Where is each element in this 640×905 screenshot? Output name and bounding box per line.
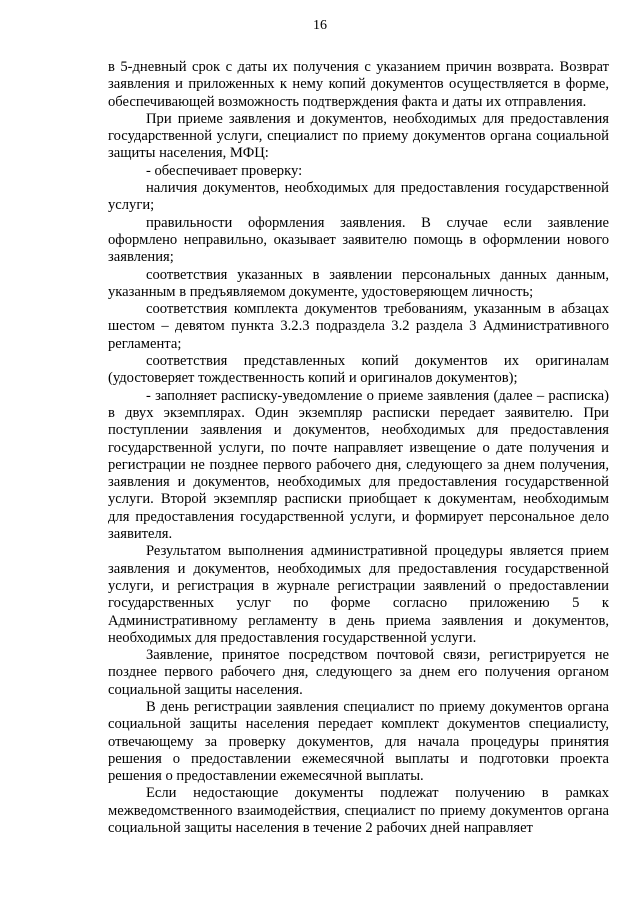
page-number: 16 (313, 18, 327, 33)
paragraph: Результатом выполнения административной процедуры является прием заявления и документов, необходимых для предоставления государственной услуги, и регистрация в журнале регистрации заявлений о предоставлении государственных услуг по форме согласно приложению 5 к Административному регламенту в день приема заявления и документов, необходимых для предоставления государственной услуги. (108, 543, 609, 646)
paragraph: - обеспечивает проверку: (146, 162, 303, 179)
paragraph: правильности оформления заявления. В случае если заявление оформлено неправильно, оказывает заявителю помощь в оформлении нового заявления; (108, 214, 609, 266)
paragraph: наличия документов, необходимых для предоставления государственной услуги; (108, 180, 609, 214)
paragraph: Заявление, принятое посредством почтовой связи, регистрируется не позднее первого рабочего дня, следующего за днем его получения органом социальной защиты населения. (108, 647, 609, 698)
paragraph: Если недостающие документы подлежат получению в рамках межведомственного взаимодействия, специалист по приему документов органа социальной защиты населения в течение 2 рабочих дней направляет (108, 785, 609, 837)
paragraph: При приеме заявления и документов, необходимых для предоставления государственной услуги, специалист по приему документов органа социальной защиты населения, МФЦ: (108, 110, 609, 162)
paragraph: соответствия комплекта документов требованиям, указанным в абзацах шестом – девятом пункта 3.2.3 подраздела 3.2 раздела 3 Административного регламента; (108, 301, 609, 352)
paragraph: соответствия указанных в заявлении персональных данных данным, указанным в предъявляемом документе, удостоверяющем личность; (108, 266, 609, 300)
paragraph: В день регистрации заявления специалист по приему документов органа социальной защиты населения передает комплект документов специалисту, отвечающему за проверку документов, для начала процедуры принятия решения о предоставлении ежемесячной выплаты и подготовки проекта решения о предоставлении ежемесячной выплаты. (108, 698, 609, 785)
paragraph: - заполняет расписку-уведомление о приеме заявления (далее – расписка) в двух экземплярах. Один экземпляр расписки передает заявителю. При поступлении заявления и документов, необходимых для предоставления государственной услуги, по почте направляет извещение о дате получения и регистрации не позднее первого рабочего дня, следующего за днем получения, заявления и документов, необходимых для предоставления государственной услуги. Второй экземпляр расписки приобщает к документам, необходимым для предоставления государственной услуги, и формирует персональное дело заявителя. (108, 387, 609, 543)
paragraph: в 5-дневный срок с даты их получения с указанием причин возврата. Возврат заявления и приложенных к нему копий документов осуществляется в форме, обеспечивающей возможность подтверждения факта и даты их отправления. (108, 59, 609, 110)
document-body (108, 59, 609, 837)
paragraph: соответствия представленных копий документов их оригиналам (удостоверяет тождественность копий и оригиналов документов); (108, 353, 609, 387)
